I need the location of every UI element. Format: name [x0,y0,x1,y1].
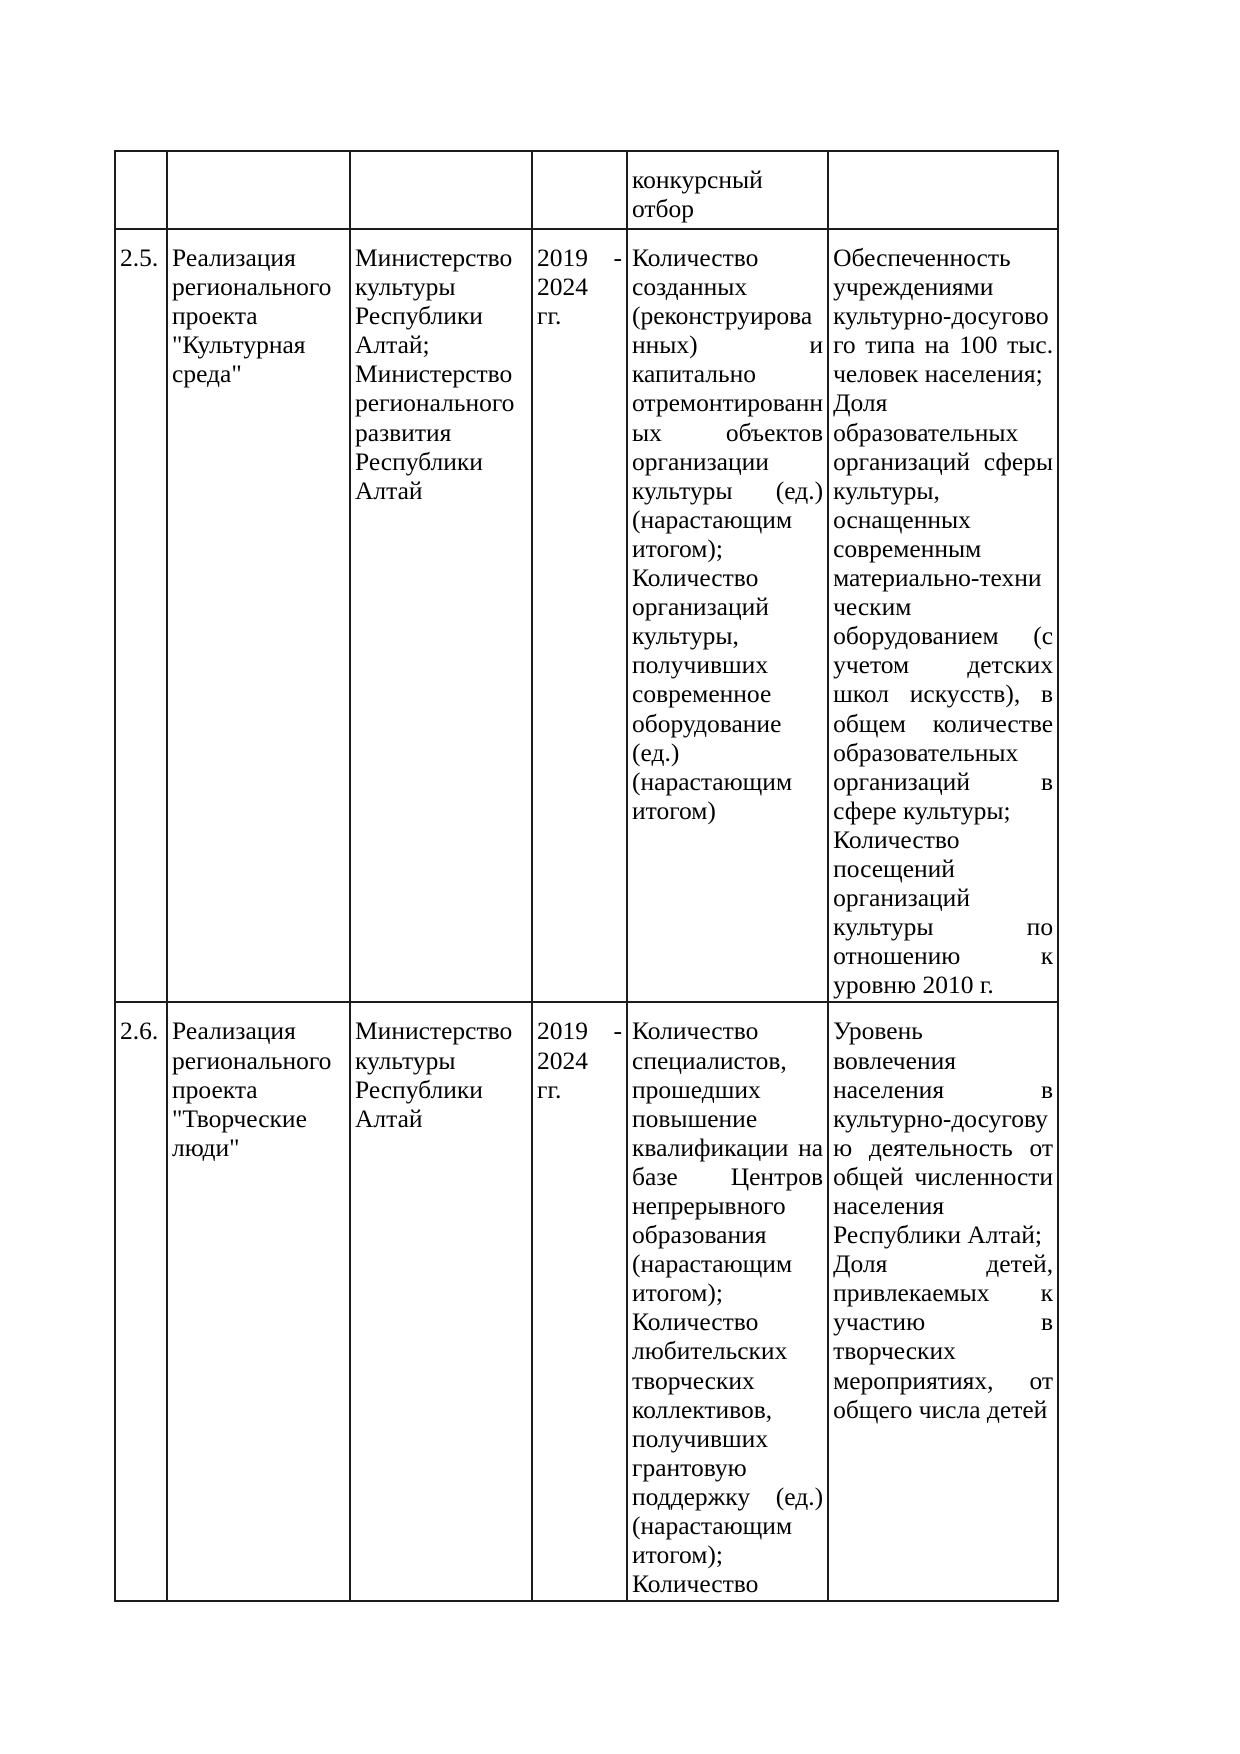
text-line: итогом) [632,795,716,825]
text-line: мероприятиях, от [833,1365,1054,1395]
cell-indicators [627,229,828,1002]
text-line: организаций [833,883,970,913]
text-line: культуры, [833,475,940,505]
text-line: получивших [632,650,769,680]
text-line: Республики Алтай; [833,1220,1043,1250]
text-line: учетом детских [833,650,1054,680]
cell-outcomes [828,1002,1058,1601]
text-line: специалистов, [632,1045,787,1075]
text-line: 2.6. [120,1016,159,1046]
text-line: участию в [833,1307,1054,1337]
text-line: итогом); [632,1278,724,1308]
text-line: Министерство [355,359,513,389]
text-line: (ед.) [632,737,680,767]
text-line: Количество [632,1307,759,1337]
text-line: регионального [172,1045,332,1075]
table-row-continuation [115,151,1058,229]
text-line: школ искусств), в [833,679,1054,709]
text-line: Министерство [355,243,513,272]
cell-indicators [627,1002,828,1601]
text-line: итогом); [632,533,724,563]
text-line: созданных [632,272,748,302]
text-line: любительских [632,1336,788,1366]
text-line: (нарастающим [632,766,793,796]
text-line: Доля детей, [833,1249,1054,1279]
text-line: образовательных [833,737,1019,767]
text-line: 2019 - [537,243,622,272]
text-line: общей численности [833,1161,1054,1191]
text-line: населения в [833,1074,1054,1104]
text-line: учреждениями [833,272,994,302]
cell-years [532,151,627,229]
text-line: материально-техни [833,563,1042,593]
text-line: населения [833,1191,945,1220]
text-line: культурно-досугову [833,1103,1048,1133]
text-line: Количество [632,243,759,272]
text-line: конкурсный [632,165,763,194]
text-line: оборудованием (с [833,621,1054,651]
text-line: люди" [172,1132,240,1162]
text-line: человек населения; [833,359,1043,389]
text-line: коллективов, [632,1394,773,1424]
text-line: Реализация [172,243,296,272]
text-line: Республики [355,1074,483,1104]
text-line: (нарастающим [632,504,793,534]
text-line: базе Центров [632,1161,824,1191]
text-line: Реализация [172,1016,296,1046]
cell-executor [350,151,532,229]
text-line: (нарастающим [632,1511,793,1541]
cell-outcomes [828,229,1058,1002]
text-line: го типа на 100 тыс. [833,330,1054,360]
cell-outcomes [828,151,1058,229]
text-line: 2019 - [537,1016,622,1046]
text-line: регионального [172,272,332,302]
cell-project-name [167,1002,350,1601]
cell-project-name [167,229,350,1002]
text-line: Республики [355,301,483,331]
cell-number [115,1002,167,1601]
cell-indicators [627,151,828,229]
cell-number [115,151,167,229]
cell-project-name [167,151,350,229]
text-line: проекта [172,301,258,331]
text-line: ю деятельность от [833,1132,1054,1162]
text-line: получивших [632,1423,769,1453]
text-line: общем количестве [833,708,1054,738]
text-line: привлекаемых к [833,1278,1054,1308]
text-line: Алтай [355,1103,423,1133]
text-line: ческим [833,592,912,622]
text-line: 2024 [537,1045,588,1075]
text-line: организации [632,446,769,476]
cell-executor [350,1002,532,1601]
text-line: (реконструирова [632,301,813,331]
text-line: Количество [833,824,960,854]
text-line: культуры [355,272,456,302]
text-line: современное [632,679,772,709]
text-line: культуры (ед.) [632,475,824,505]
text-line: Количество [632,1016,759,1046]
text-line: Министерство [355,1016,513,1046]
text-line: поддержку (ед.) [632,1481,824,1511]
text-line: Алтай [355,475,423,505]
text-line: отношению к [833,941,1054,971]
text-line: Республики [355,446,483,476]
text-line: квалификации на [632,1132,824,1162]
text-line: общего числа детей [833,1394,1048,1424]
text-line: творческих [833,1336,956,1366]
text-line: регионального [355,388,515,418]
text-line: культуры, [632,621,739,651]
text-line: отбор [632,194,695,224]
text-line: сфере культуры; [833,795,1011,825]
text-line: непрерывного [632,1191,786,1220]
text-line: (нарастающим [632,1249,793,1279]
text-line: отремонтированн [632,388,824,418]
text-line: повышение [632,1103,758,1133]
text-line: "Творческие [172,1103,307,1133]
text-line: нных) и [632,330,824,360]
text-line: прошедших [632,1074,761,1104]
text-line: развития [355,417,452,447]
text-line: Количество [632,563,759,593]
text-line: оснащенных [833,504,971,534]
text-line: среда" [172,359,242,389]
table-row-2-6 [115,1002,1058,1601]
text-line: современным [833,533,982,563]
text-line: организаций [632,592,769,622]
text-line: образовательных [833,417,1019,447]
text-line: культуры по [833,912,1054,942]
text-line: Доля [833,388,888,418]
text-line: "Культурная [172,330,306,360]
text-line: Количество [632,1569,759,1599]
text-line: Алтай; [355,330,430,360]
text-line: культуры [355,1045,456,1075]
cell-years [532,1002,627,1601]
text-line: 2.5. [120,243,159,272]
text-line: вовлечения [833,1045,956,1075]
cell-years [532,229,627,1002]
cell-number [115,229,167,1002]
text-line: Уровень [833,1016,923,1046]
text-line: уровню 2010 г. [833,970,994,1000]
text-line: грантовую [632,1452,747,1482]
cell-executor [350,229,532,1002]
text-line: Обеспеченность [833,243,1011,272]
text-line: гг. [537,301,562,331]
text-line: проекта [172,1074,258,1104]
text-line: оборудование [632,708,782,738]
text-line: творческих [632,1365,755,1395]
text-line: посещений [833,853,955,883]
text-line: капитально [632,359,757,389]
text-line: образования [632,1220,767,1250]
text-line: культурно-досугово [833,301,1049,331]
document-table [114,150,1059,1602]
text-line: итогом); [632,1540,724,1570]
text-line: гг. [537,1074,562,1104]
text-line: организаций сферы [833,446,1054,476]
text-line: ых объектов [632,417,824,447]
text-line: 2024 [537,272,588,302]
text-line: организаций в [833,766,1054,796]
table-row-2-5 [115,229,1058,1002]
